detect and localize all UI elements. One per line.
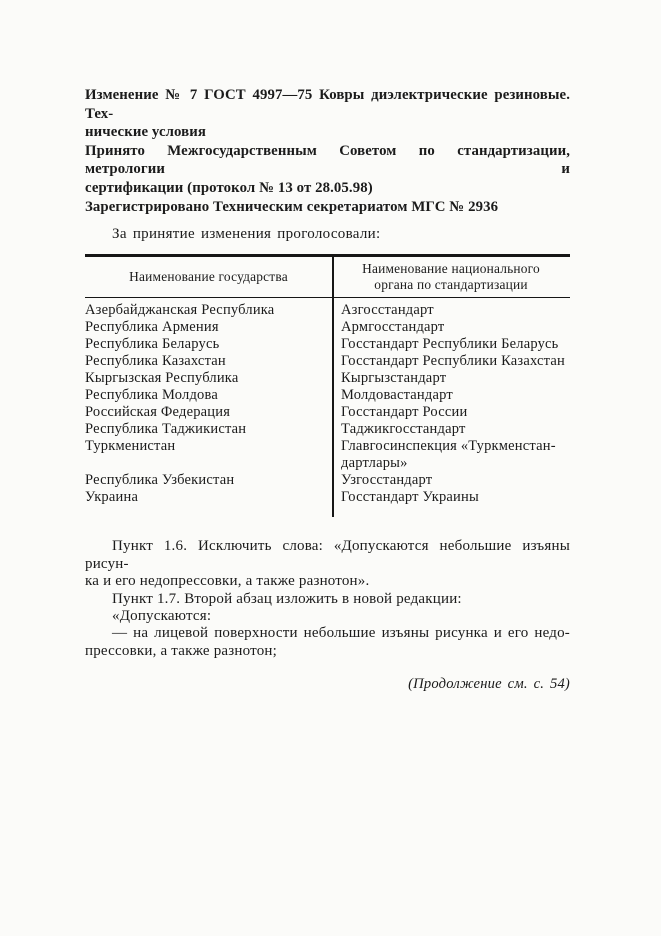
table-column-divider — [332, 257, 334, 517]
paragraph-p17b-line2: прессовки, а также разнотон; — [85, 642, 278, 659]
table-header-state: Наименование государства — [129, 268, 288, 284]
doc-title-line2: нические условия — [85, 124, 206, 141]
paragraph-p17b — [85, 625, 570, 660]
table-row — [85, 319, 570, 336]
adopted-note — [85, 142, 570, 198]
table-row — [85, 336, 570, 353]
table-row — [85, 370, 570, 387]
state-cell: Республика Казахстан — [85, 353, 226, 370]
table-row — [85, 438, 570, 472]
table-row — [85, 472, 570, 489]
document-header — [85, 86, 570, 216]
state-cell: Российская Федерация — [85, 404, 231, 421]
table-row — [85, 421, 570, 438]
table-header-row — [85, 257, 570, 298]
adopted-note-line1: Принято Межгосударственным Советом по стандартизации, метрологии и — [85, 142, 570, 178]
org-cell: Госстандарт России — [341, 404, 468, 421]
table-header-org-line1: Наименование национального — [362, 261, 540, 277]
table-row — [85, 353, 570, 370]
amendment-paragraphs — [85, 538, 570, 660]
adopted-note-line2: сертификации (протокол № 13 от 28.05.98) — [85, 179, 373, 196]
registration-note: Зарегистрировано Техническим секретариатом МГС № 2936 — [85, 198, 499, 215]
paragraph-p16 — [85, 538, 570, 590]
vote-intro: За принятие изменения проголосовали: — [112, 226, 381, 243]
doc-title — [85, 86, 570, 142]
paragraph-p16-line1: Пункт 1.6. Исключить слова: «Допускаются небольшие изъяны рисун- — [85, 538, 570, 572]
page-content — [85, 86, 570, 693]
state-cell: Украина — [85, 489, 139, 506]
table-header-org-line2: органа по стандартизации — [374, 276, 528, 292]
state-cell: Республика Таджикистан — [85, 421, 247, 438]
org-cell: Молдовастандарт — [341, 387, 453, 404]
org-cell: Таджикгосстандарт — [341, 421, 466, 438]
table-body — [85, 298, 570, 517]
org-cell: Госстандарт Украины — [341, 489, 479, 506]
state-cell: Республика Молдова — [85, 387, 218, 404]
paragraph-p17a: «Допускаются: — [112, 607, 212, 624]
doc-title-line1: Изменение № 7 ГОСТ 4997—75 Ковры диэлектрические резиновые. Тех- — [85, 87, 570, 122]
org-cell: Госстандарт Республики Беларусь — [341, 336, 559, 353]
org-cell: Азгосстандарт — [341, 302, 434, 319]
org-cell: Госстандарт Республики Казахстан — [341, 353, 565, 370]
vote-table — [85, 254, 570, 517]
paragraph-p17: Пункт 1.7. Второй абзац изложить в новой редакции: — [112, 590, 462, 607]
continuation-note: (Продолжение см. с. 54) — [408, 676, 570, 693]
org-cell: Главгосинспекция «Туркменстан-дартлары» — [341, 438, 556, 472]
state-cell: Республика Армения — [85, 319, 219, 336]
org-cell: Узгосстандарт — [341, 472, 433, 489]
state-cell: Республика Узбекистан — [85, 472, 235, 489]
table-row — [85, 387, 570, 404]
state-cell: Туркменистан — [85, 438, 176, 455]
table-row — [85, 404, 570, 421]
table-row — [85, 489, 570, 506]
state-cell: Республика Беларусь — [85, 336, 220, 353]
org-cell: Армгосстандарт — [341, 319, 445, 336]
paragraph-p17b-line1: — на лицевой поверхности небольшие изъяны рисунка и его недо- — [112, 625, 570, 642]
table-header-org — [332, 261, 570, 292]
paragraph-p16-line2: ка и его недопрессовки, а также разнотон». — [85, 573, 370, 590]
state-cell: Азербайджанская Республика — [85, 302, 275, 319]
org-cell: Кыргызстандарт — [341, 370, 447, 387]
state-cell: Кыргызская Республика — [85, 370, 239, 387]
table-row — [85, 302, 570, 319]
